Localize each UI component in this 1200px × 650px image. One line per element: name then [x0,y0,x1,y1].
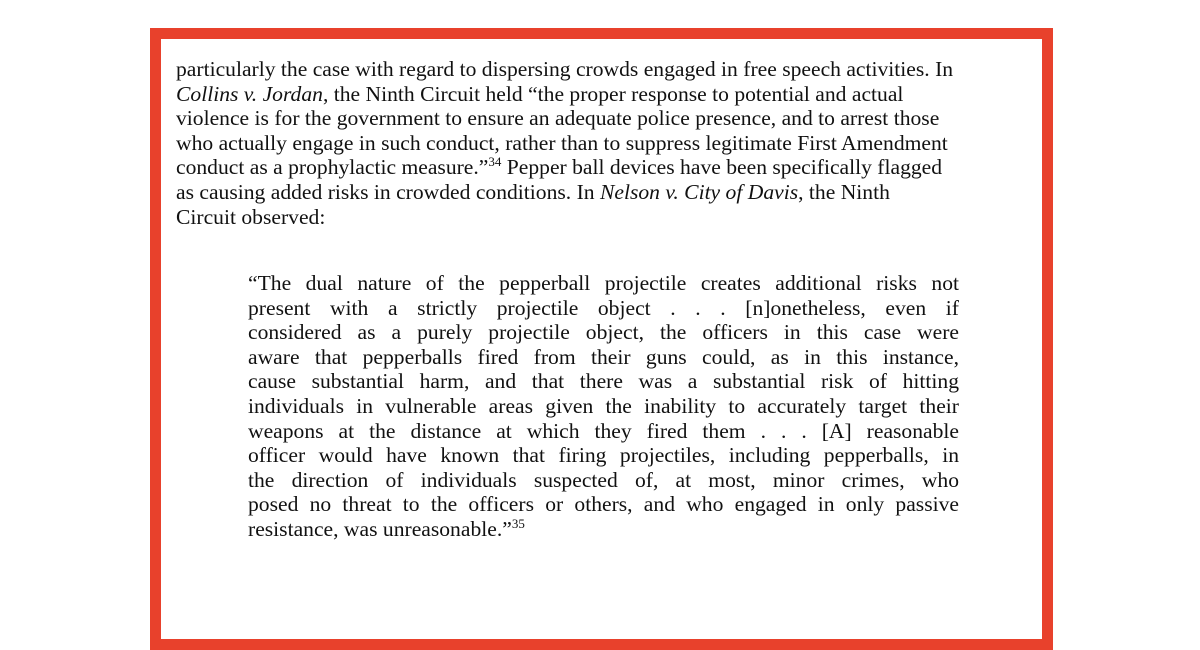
quote-line: cause substantial harm, and that there was a substantial risk of hitting [248,369,959,394]
body-paragraph [176,57,1026,229]
text: as causing added risks in crowded conditions. In [176,179,600,204]
quote-line: the direction of individuals suspected of, at most, minor crimes, who [248,467,959,492]
quote-line: present with a strictly projectile object . . . [n]onetheless, even if [248,295,959,320]
footnote-ref: 34 [488,154,502,170]
text: , the Ninth Circuit held “the proper response to potential and actual [322,81,904,106]
text: Pepper ball devices have been specifically flagged [501,155,943,180]
text-line: violence is for the government to ensure an adequate police presence, and to arrest those [176,106,940,131]
text: resistance, was unreasonable.” [248,516,512,541]
quote-line: individuals in vulnerable areas given the inability to accurately target their [248,393,959,418]
text: conduct as a prophylactic measure.” [176,155,489,180]
quote-line: aware that pepperballs fired from their guns could, as in this instance, [248,344,959,369]
text-line: who actually engage in such conduct, rather than to suppress legitimate First Amendment [176,130,948,155]
quote-line [248,517,959,542]
footnote-ref: 35 [511,515,525,531]
highlight-frame [150,28,1053,650]
text-line [176,155,1026,180]
quote-line: weapons at the distance at which they fired them . . . [A] reasonable [248,418,959,443]
quote-line: “The dual nature of the pepperball projectile creates additional risks not [248,271,959,295]
quote-line: posed no threat to the officers or others, and who engaged in only passive [248,492,959,517]
text-line: particularly the case with regard to dispersing crowds engaged in free speech activities. In [176,57,954,81]
text-line [176,180,1026,205]
block-quote [248,271,959,542]
quote-line: officer would have known that firing projectiles, including pepperballs, in [248,443,959,468]
text: , the Ninth [798,179,890,204]
quote-line: considered as a purely projectile object, the officers in this case were [248,320,959,345]
case-name: Collins v. Jordan [176,81,323,106]
case-name: Nelson v. City of Davis [600,179,799,204]
text-line: Circuit observed: [176,204,326,229]
text-line [176,82,1026,107]
